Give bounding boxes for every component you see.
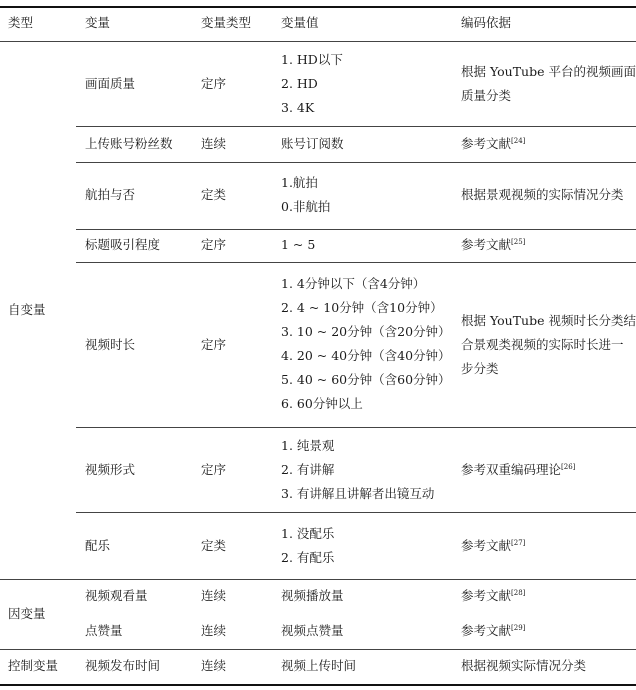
value-item: 2. 4 ~ 10分钟（含10分钟） <box>281 300 443 315</box>
row-basis <box>461 60 636 108</box>
value-item: 5. 40 ~ 60分钟（含60分钟） <box>281 372 451 387</box>
basis-line: 根据 YouTube 平台的视频画面 <box>461 64 636 79</box>
row-variable-type: 定序 <box>201 76 227 91</box>
value-item: 视频点赞量 <box>281 623 344 638</box>
group-rule <box>0 579 636 580</box>
row-variable-type: 连续 <box>201 136 227 151</box>
reference-mark: [26] <box>561 462 576 471</box>
header-rule <box>0 41 636 42</box>
row-basis <box>461 623 525 639</box>
value-item: 1. 纯景观 <box>281 438 335 453</box>
basis-line: 步分类 <box>461 361 499 376</box>
value-item: 1. 没配乐 <box>281 526 335 541</box>
reference-mark: [24] <box>511 136 526 145</box>
value-item: 0.非航拍 <box>281 199 331 214</box>
value-item: 2. 有配乐 <box>281 550 335 565</box>
row-variable: 视频形式 <box>85 462 136 477</box>
basis-line: 根据 YouTube 视频时长分类结 <box>461 313 636 328</box>
row-basis <box>461 538 525 554</box>
row-variable-type: 定类 <box>201 538 227 553</box>
value-item: 3. 10 ~ 20分钟（含20分钟） <box>281 324 451 339</box>
row-variable: 上传账号粉丝数 <box>85 136 173 151</box>
value-item: 视频上传时间 <box>281 658 357 673</box>
row-basis <box>461 237 525 253</box>
table-bottom-rule <box>0 684 636 686</box>
row-rule <box>76 162 636 163</box>
basis-line: 参考文献 <box>461 136 512 151</box>
basis-line: 参考文献 <box>461 588 512 603</box>
basis-line: 根据视频实际情况分类 <box>461 658 587 673</box>
row-basis <box>461 462 575 478</box>
group-rule <box>0 649 636 650</box>
row-variable: 航拍与否 <box>85 187 136 202</box>
basis-line: 合景观类视频的实际时长进一 <box>461 337 624 352</box>
basis-line: 参考文献 <box>461 623 512 638</box>
group-label-control: 控制变量 <box>8 658 59 673</box>
header-type: 类型 <box>8 15 34 30</box>
value-item: 4. 20 ~ 40分钟（含40分钟） <box>281 348 451 363</box>
row-values <box>281 171 330 219</box>
reference-mark: [25] <box>511 237 526 246</box>
row-basis <box>461 136 525 152</box>
value-item: 1.航拍 <box>281 175 318 190</box>
basis-line: 参考双重编码理论 <box>461 462 562 477</box>
value-item: 1. 4分钟以下（含4分钟） <box>281 276 426 291</box>
row-values <box>281 272 451 416</box>
row-values <box>281 522 334 570</box>
row-variable: 标题吸引程度 <box>85 237 161 252</box>
row-rule <box>76 229 636 230</box>
group-label-dependent: 因变量 <box>8 606 46 621</box>
row-rule <box>76 512 636 513</box>
row-rule <box>76 262 636 263</box>
basis-line: 参考文献 <box>461 538 512 553</box>
row-variable-type: 连续 <box>201 588 227 603</box>
value-item: 1 ~ 5 <box>281 237 316 252</box>
header-variable-value: 变量值 <box>281 15 319 30</box>
row-basis <box>461 588 525 604</box>
row-values <box>281 48 343 120</box>
row-variable-type: 连续 <box>201 623 227 638</box>
row-variable-type: 定序 <box>201 337 227 352</box>
row-basis <box>461 187 624 203</box>
row-variable: 点赞量 <box>85 623 123 638</box>
row-variable: 视频发布时间 <box>85 658 161 673</box>
reference-mark: [27] <box>511 538 526 547</box>
row-variable-type: 定类 <box>201 187 227 202</box>
reference-mark: [29] <box>511 623 526 632</box>
reference-mark: [28] <box>511 588 526 597</box>
header-variable-type: 变量类型 <box>201 15 252 30</box>
header-coding-basis: 编码依据 <box>461 15 512 30</box>
row-basis <box>461 658 586 674</box>
row-variable-type: 连续 <box>201 658 227 673</box>
row-variable: 配乐 <box>85 538 111 553</box>
row-variable: 视频时长 <box>85 337 136 352</box>
value-item: 1. HD以下 <box>281 52 343 67</box>
basis-line: 根据景观视频的实际情况分类 <box>461 187 624 202</box>
row-variable-type: 定序 <box>201 237 227 252</box>
table-top-rule <box>0 6 636 8</box>
basis-line: 参考文献 <box>461 237 512 252</box>
row-variable: 画面质量 <box>85 76 136 91</box>
row-rule <box>76 427 636 428</box>
value-item: 视频播放量 <box>281 588 344 603</box>
value-item: 2. 有讲解 <box>281 462 335 477</box>
group-label-independent: 自变量 <box>8 302 46 317</box>
basis-line: 质量分类 <box>461 88 512 103</box>
value-item: 6. 60分钟以上 <box>281 396 363 411</box>
row-basis <box>461 309 636 381</box>
row-variable: 视频观看量 <box>85 588 148 603</box>
value-item: 账号订阅数 <box>281 136 344 151</box>
row-values <box>281 434 434 506</box>
row-rule <box>76 126 636 127</box>
row-variable-type: 定序 <box>201 462 227 477</box>
value-item: 2. HD <box>281 76 318 91</box>
value-item: 3. 4K <box>281 100 315 115</box>
header-variable: 变量 <box>85 15 111 30</box>
value-item: 3. 有讲解且讲解者出镜互动 <box>281 486 435 501</box>
